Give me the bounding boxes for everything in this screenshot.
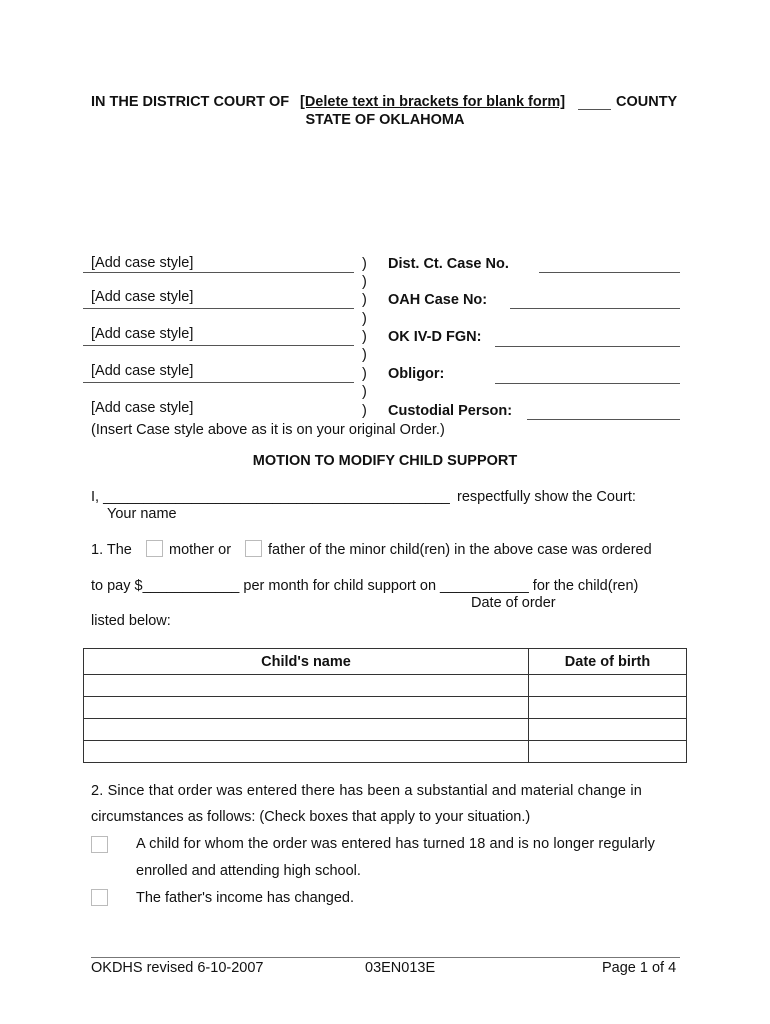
child-name-cell[interactable] (84, 719, 529, 741)
table-row (84, 675, 687, 697)
item2-line2: circumstances as follows: (Check boxes that apply to your situation.) (91, 809, 531, 825)
court-header-state: STATE OF OKLAHOMA (305, 112, 465, 128)
father-income-label: The father's income has changed. (136, 890, 354, 906)
caption-paren: ) (362, 274, 367, 290)
child-name-cell[interactable] (84, 741, 529, 763)
child-name-cell[interactable] (84, 697, 529, 719)
father-label: father of the minor child(ren) in the above case was ordered (268, 542, 652, 558)
footer-form-number: 03EN013E (365, 960, 436, 976)
caption-paren: ) (362, 329, 367, 345)
obligor-label: Obligor: (388, 366, 445, 382)
item1-prefix: 1. The (91, 542, 132, 558)
child-turned-18-label-cont: enrolled and attending high school. (136, 863, 361, 879)
your-name-label: Your name (107, 506, 177, 522)
intro-suffix: respectfully show the Court: (457, 489, 636, 505)
child-dob-cell[interactable] (529, 719, 687, 741)
case-style-field[interactable]: [Add case style] (91, 289, 194, 305)
father-income-checkbox[interactable] (91, 889, 108, 906)
table-row (84, 719, 687, 741)
child-dob-cell[interactable] (529, 675, 687, 697)
father-checkbox[interactable] (245, 540, 262, 557)
caption-note: (Insert Case style above as it is on your original Order.) (91, 422, 445, 438)
caption-paren: ) (362, 384, 367, 400)
caption-paren: ) (362, 347, 367, 363)
date-of-birth-header: Date of birth (529, 649, 687, 675)
custodial-person-label: Custodial Person: (388, 403, 513, 419)
oah-case-no-field[interactable] (510, 308, 680, 309)
children-table (83, 648, 687, 763)
child-name-cell[interactable] (84, 675, 529, 697)
item2-line1: 2. Since that order was entered there has been a substantial and material change in (91, 783, 642, 799)
child-turned-18-checkbox[interactable] (91, 836, 108, 853)
document-title: MOTION TO MODIFY CHILD SUPPORT (252, 453, 518, 469)
caption-paren: ) (362, 311, 367, 327)
caption-paren: ) (362, 366, 367, 382)
court-header-county: COUNTY (616, 94, 678, 110)
case-style-field[interactable]: [Add case style] (91, 400, 194, 416)
case-style-field[interactable]: [Add case style] (91, 363, 194, 379)
case-style-line (83, 308, 354, 309)
case-style-field[interactable]: [Add case style] (91, 255, 194, 271)
custodial-person-field[interactable] (527, 419, 680, 420)
ok-ivd-fgn-field[interactable] (495, 346, 680, 347)
caption-paren: ) (362, 292, 367, 308)
caption-paren: ) (362, 403, 367, 419)
case-style-field[interactable]: [Add case style] (91, 326, 194, 342)
child-turned-18-label: A child for whom the order was entered has turned 18 and is no longer regularly (136, 836, 655, 852)
mother-label: mother or (169, 542, 232, 558)
date-of-order-label: Date of order (471, 595, 556, 611)
court-header-prefix: IN THE DISTRICT COURT OF (91, 94, 290, 110)
dist-ct-case-no-label: Dist. Ct. Case No. (388, 256, 509, 272)
intro-name-line[interactable]: I, ___________________________________________ (91, 489, 450, 505)
child-dob-cell[interactable] (529, 697, 687, 719)
county-blank-line (578, 109, 611, 110)
item1-payment-line[interactable]: to pay $____________ per month for child support on ___________ for the child(ren) (91, 578, 639, 594)
footer-revised: OKDHS revised 6-10-2007 (91, 960, 264, 976)
table-row (84, 741, 687, 763)
obligor-field[interactable] (495, 383, 680, 384)
mother-checkbox[interactable] (146, 540, 163, 557)
case-style-line (83, 345, 354, 346)
case-style-line (83, 382, 354, 383)
table-header-row (84, 649, 687, 675)
childs-name-header: Child's name (84, 649, 529, 675)
case-style-line (83, 272, 354, 273)
footer-page-number: Page 1 of 4 (602, 960, 677, 976)
dist-ct-case-no-field[interactable] (539, 272, 680, 273)
listed-below-text: listed below: (91, 613, 171, 629)
footer-divider (91, 957, 680, 958)
ok-ivd-fgn-label: OK IV-D FGN: (388, 329, 482, 345)
caption-paren: ) (362, 256, 367, 272)
table-row (84, 697, 687, 719)
child-dob-cell[interactable] (529, 741, 687, 763)
oah-case-no-label: OAH Case No: (388, 292, 488, 308)
court-name-placeholder[interactable]: [Delete text in brackets for blank form] (300, 94, 566, 110)
